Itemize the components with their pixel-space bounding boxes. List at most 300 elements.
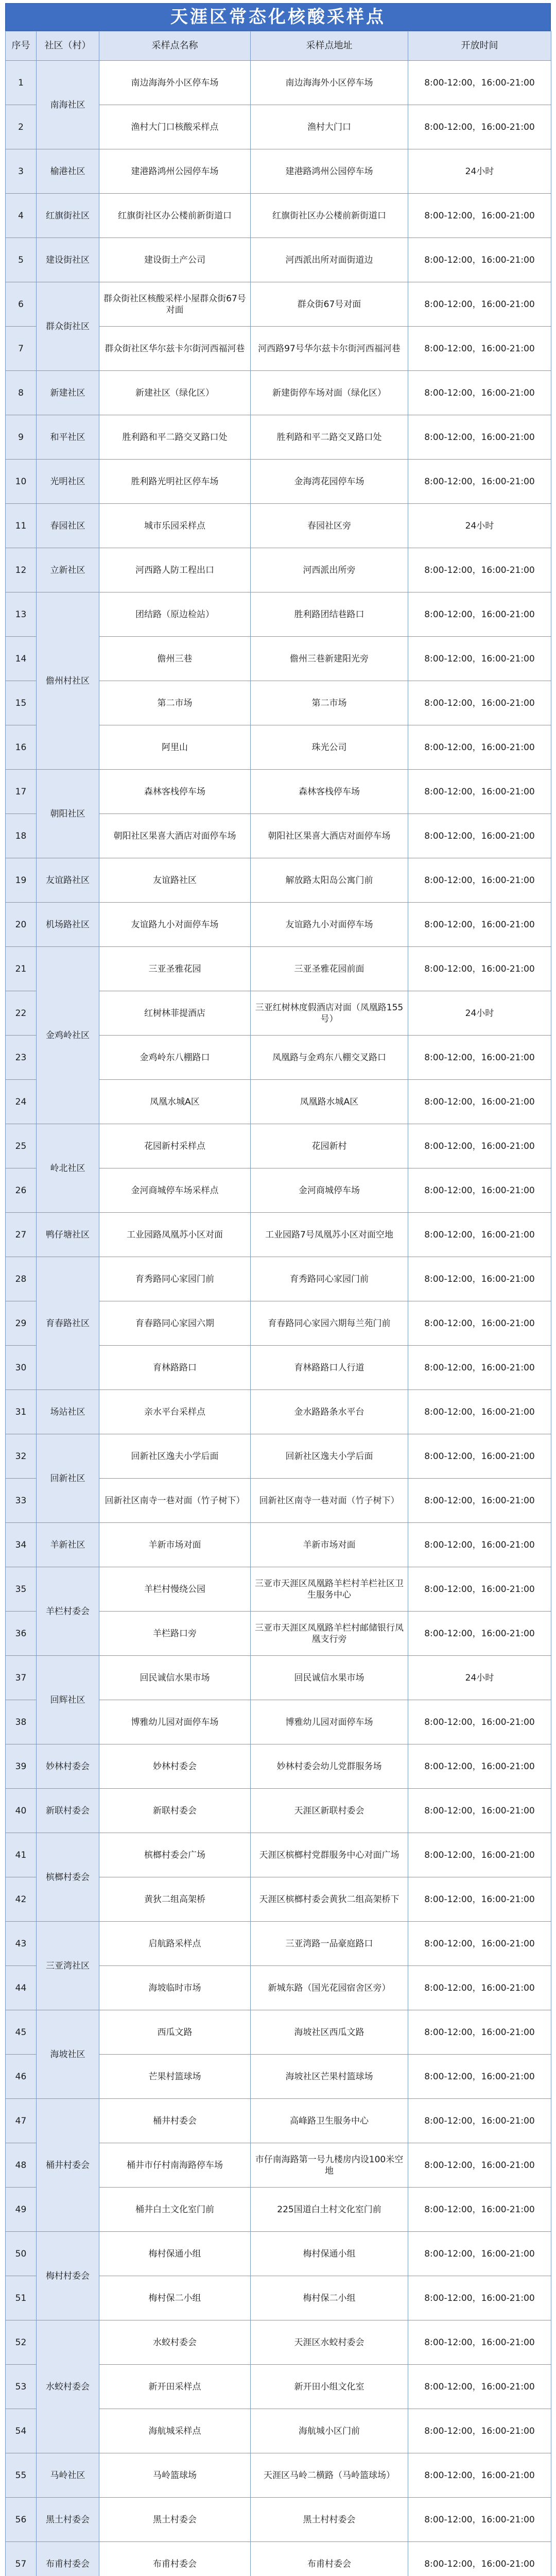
row-index: 47	[6, 2099, 37, 2143]
community-cell: 南海社区	[37, 61, 99, 149]
site-address-cell: 金水路路条水平台	[251, 1390, 408, 1434]
site-address-cell: 金河商城停车场	[251, 1168, 408, 1213]
site-name-cell: 黑土村委会	[99, 2498, 251, 2542]
row-index: 9	[6, 415, 37, 460]
site-address-cell: 凤凰路水城A区	[251, 1080, 408, 1124]
row-index: 20	[6, 903, 37, 947]
header-index: 序号	[6, 31, 37, 61]
header-community: 社区（村）	[37, 31, 99, 61]
site-name-cell: 金河商城停车场采样点	[99, 1168, 251, 1213]
row-index: 40	[6, 1789, 37, 1833]
site-name-cell: 亲水平台采样点	[99, 1390, 251, 1434]
site-address-cell: 妙林村委会幼儿党群服务场	[251, 1744, 408, 1789]
open-hours-cell: 8:00-12:00，16:00-21:00	[408, 814, 551, 858]
header-row	[6, 31, 551, 61]
open-hours-cell: 8:00-12:00，16:00-21:00	[408, 903, 551, 947]
row-index: 27	[6, 1213, 37, 1257]
row-index: 53	[6, 2365, 37, 2409]
community-cell: 场站社区	[37, 1390, 99, 1434]
site-name-cell: 胜利路和平二路交叉路口处	[99, 415, 251, 460]
row-index: 31	[6, 1390, 37, 1434]
document	[5, 3, 551, 2576]
site-name-cell: 羊栏路口旁	[99, 1612, 251, 1656]
open-hours-cell: 8:00-12:00，16:00-21:00	[408, 1523, 551, 1567]
row-index: 41	[6, 1833, 37, 1877]
row-index: 56	[6, 2498, 37, 2542]
community-cell: 槟榔村委会	[37, 1833, 99, 1922]
row-index: 14	[6, 637, 37, 681]
row-index: 4	[6, 194, 37, 238]
site-name-cell: 团结路（原边检站）	[99, 592, 251, 637]
row-index: 8	[6, 371, 37, 415]
open-hours-cell: 8:00-12:00，16:00-21:00	[408, 1789, 551, 1833]
row-index: 45	[6, 2010, 37, 2055]
site-address-cell: 三亚湾路一品豪庭路口	[251, 1922, 408, 1966]
site-name-cell: 槟榔村委会广场	[99, 1833, 251, 1877]
site-address-cell: 建港路鸿州公园停车场	[251, 149, 408, 194]
site-address-cell: 育林路路口人行道	[251, 1346, 408, 1390]
table-row	[6, 415, 551, 460]
row-index: 52	[6, 2320, 37, 2365]
row-index: 36	[6, 1612, 37, 1656]
open-hours-cell: 8:00-12:00，16:00-21:00	[408, 1877, 551, 1922]
site-name-cell: 友谊路社区	[99, 858, 251, 903]
open-hours-cell: 8:00-12:00，16:00-21:00	[408, 2143, 551, 2188]
open-hours-cell: 8:00-12:00，16:00-21:00	[408, 1346, 551, 1390]
table-row	[6, 282, 551, 327]
row-index: 13	[6, 592, 37, 637]
row-index: 3	[6, 149, 37, 194]
site-name-cell: 建港路鸿州公园停车场	[99, 149, 251, 194]
row-index: 39	[6, 1744, 37, 1789]
open-hours-cell: 8:00-12:00，16:00-21:00	[408, 415, 551, 460]
site-name-cell: 凤凰水城A区	[99, 1080, 251, 1124]
site-name-cell: 海航城采样点	[99, 2409, 251, 2453]
site-address-cell: 胜利路团结巷路口	[251, 592, 408, 637]
row-index: 21	[6, 947, 37, 991]
site-address-cell: 天涯区槟榔村党群服务中心对面广场	[251, 1833, 408, 1877]
site-address-cell: 育秀路同心家园门前	[251, 1257, 408, 1301]
open-hours-cell: 8:00-12:00，16:00-21:00	[408, 2320, 551, 2365]
site-address-cell: 博雅幼儿园对面停车场	[251, 1700, 408, 1744]
row-index: 10	[6, 460, 37, 504]
site-name-cell: 朝阳社区果喜大酒店对面停车场	[99, 814, 251, 858]
site-name-cell: 桶井村委会	[99, 2099, 251, 2143]
site-address-cell: 春园社区旁	[251, 504, 408, 548]
open-hours-cell: 8:00-12:00，16:00-21:00	[408, 2365, 551, 2409]
row-index: 43	[6, 1922, 37, 1966]
row-index: 18	[6, 814, 37, 858]
open-hours-cell: 8:00-12:00，16:00-21:00	[408, 2542, 551, 2576]
open-hours-cell: 8:00-12:00，16:00-21:00	[408, 105, 551, 149]
table-row	[6, 548, 551, 592]
community-cell: 儋州村社区	[37, 592, 99, 770]
site-name-cell: 西瓜文路	[99, 2010, 251, 2055]
community-cell: 羊新社区	[37, 1523, 99, 1567]
header-site-name: 采样点名称	[99, 31, 251, 61]
site-address-cell: 三亚圣雅花园前面	[251, 947, 408, 991]
site-address-cell: 市仔南海路第一号九楼房内设100米空地	[251, 2143, 408, 2188]
community-cell: 黑土村委会	[37, 2498, 99, 2542]
open-hours-cell: 8:00-12:00，16:00-21:00	[408, 282, 551, 327]
site-address-cell: 海坡社区西瓜文路	[251, 2010, 408, 2055]
site-name-cell: 海坡临时市场	[99, 1966, 251, 2010]
site-address-cell: 天涯区马岭二横路（马岭篮球场）	[251, 2453, 408, 2498]
site-address-cell: 回民诚信水果市场	[251, 1656, 408, 1700]
open-hours-cell: 24小时	[408, 149, 551, 194]
open-hours-cell: 8:00-12:00，16:00-21:00	[408, 371, 551, 415]
row-index: 11	[6, 504, 37, 548]
site-address-cell: 群众街67号对面	[251, 282, 408, 327]
open-hours-cell: 8:00-12:00，16:00-21:00	[408, 2010, 551, 2055]
open-hours-cell: 8:00-12:00，16:00-21:00	[408, 2232, 551, 2276]
community-cell: 光明社区	[37, 460, 99, 504]
table-row	[6, 504, 551, 548]
community-cell: 回辉社区	[37, 1656, 99, 1744]
header-open-hours: 开放时间	[408, 31, 551, 61]
open-hours-cell: 8:00-12:00，16:00-21:00	[408, 1833, 551, 1877]
site-name-cell: 新建社区（绿化区）	[99, 371, 251, 415]
site-address-cell: 羊新市场对面	[251, 1523, 408, 1567]
site-address-cell: 解放路太阳岛公寓门前	[251, 858, 408, 903]
site-address-cell: 布甫村委会	[251, 2542, 408, 2576]
site-address-cell: 回新社区逸夫小学后面	[251, 1434, 408, 1479]
site-address-cell: 南边海海外小区停车场	[251, 61, 408, 105]
table-row	[6, 947, 551, 991]
row-index: 35	[6, 1567, 37, 1612]
open-hours-cell: 8:00-12:00，16:00-21:00	[408, 2409, 551, 2453]
site-name-cell: 友谊路九小对面停车场	[99, 903, 251, 947]
open-hours-cell: 24小时	[408, 504, 551, 548]
open-hours-cell: 8:00-12:00，16:00-21:00	[408, 327, 551, 371]
site-address-cell: 胜利路和平二路交叉路口处	[251, 415, 408, 460]
community-cell: 金鸡岭社区	[37, 947, 99, 1124]
site-name-cell: 森林客栈停车场	[99, 770, 251, 814]
row-index: 26	[6, 1168, 37, 1213]
open-hours-cell: 8:00-12:00，16:00-21:00	[408, 2276, 551, 2320]
open-hours-cell: 8:00-12:00，16:00-21:00	[408, 548, 551, 592]
open-hours-cell: 8:00-12:00，16:00-21:00	[408, 1700, 551, 1744]
open-hours-cell: 8:00-12:00，16:00-21:00	[408, 1036, 551, 1080]
site-name-cell: 桶井市仔村南海路停车场	[99, 2143, 251, 2188]
site-name-cell: 羊栏村慢绕公园	[99, 1567, 251, 1612]
row-index: 1	[6, 61, 37, 105]
row-index: 51	[6, 2276, 37, 2320]
site-address-cell: 森林客栈停车场	[251, 770, 408, 814]
row-index: 33	[6, 1479, 37, 1523]
site-address-cell: 儋州三巷新建阳光旁	[251, 637, 408, 681]
open-hours-cell: 8:00-12:00，16:00-21:00	[408, 770, 551, 814]
row-index: 7	[6, 327, 37, 371]
community-cell: 布甫村委会	[37, 2542, 99, 2576]
community-cell: 回新社区	[37, 1434, 99, 1523]
site-address-cell: 高峰路卫生服务中心	[251, 2099, 408, 2143]
site-address-cell: 友谊路九小对面停车场	[251, 903, 408, 947]
row-index: 29	[6, 1301, 37, 1346]
site-address-cell: 225国道白土村文化室门前	[251, 2188, 408, 2232]
header-site-address: 采样点地址	[251, 31, 408, 61]
open-hours-cell: 8:00-12:00，16:00-21:00	[408, 2099, 551, 2143]
site-address-cell: 三亚红树林度假酒店对面（凤凰路155号）	[251, 991, 408, 1036]
table-row	[6, 1922, 551, 1966]
site-name-cell: 桶井白土文化室门前	[99, 2188, 251, 2232]
open-hours-cell: 8:00-12:00，16:00-21:00	[408, 460, 551, 504]
site-address-cell: 工业园路7号凤凰苏小区对面空地	[251, 1213, 408, 1257]
open-hours-cell: 8:00-12:00，16:00-21:00	[408, 238, 551, 282]
open-hours-cell: 8:00-12:00，16:00-21:00	[408, 2188, 551, 2232]
community-cell: 立新社区	[37, 548, 99, 592]
site-address-cell: 渔村大门口	[251, 105, 408, 149]
open-hours-cell: 8:00-12:00，16:00-21:00	[408, 1744, 551, 1789]
open-hours-cell: 8:00-12:00，16:00-21:00	[408, 858, 551, 903]
site-address-cell: 回新社区南寺一巷对面（竹子树下）	[251, 1479, 408, 1523]
open-hours-cell: 8:00-12:00，16:00-21:00	[408, 1922, 551, 1966]
site-name-cell: 马岭篮球场	[99, 2453, 251, 2498]
site-name-cell: 三亚圣雅花园	[99, 947, 251, 991]
site-address-cell: 金海湾花园停车场	[251, 460, 408, 504]
table-row	[6, 1789, 551, 1833]
site-name-cell: 回新社区南寺一巷对面（竹子树下）	[99, 1479, 251, 1523]
community-cell: 鸭仔塘社区	[37, 1213, 99, 1257]
open-hours-cell: 8:00-12:00，16:00-21:00	[408, 681, 551, 725]
row-index: 12	[6, 548, 37, 592]
community-cell: 羊栏村委会	[37, 1567, 99, 1656]
site-address-cell: 河西路97号华尔兹卡尔街河西福河巷	[251, 327, 408, 371]
table-row	[6, 903, 551, 947]
row-index: 24	[6, 1080, 37, 1124]
site-address-cell: 天涯区新联村委会	[251, 1789, 408, 1833]
site-name-cell: 育春路同心家园六期	[99, 1301, 251, 1346]
table-row	[6, 2453, 551, 2498]
community-cell: 新建社区	[37, 371, 99, 415]
open-hours-cell: 8:00-12:00，16:00-21:00	[408, 1434, 551, 1479]
open-hours-cell: 8:00-12:00，16:00-21:00	[408, 1301, 551, 1346]
community-cell: 岭北社区	[37, 1124, 99, 1213]
site-address-cell: 三亚市天涯区凤凰路羊栏村邮储银行凤凰支行旁	[251, 1612, 408, 1656]
site-address-cell: 海航城小区门前	[251, 2409, 408, 2453]
table-row	[6, 460, 551, 504]
row-index: 17	[6, 770, 37, 814]
site-name-cell: 育林路路口	[99, 1346, 251, 1390]
table-row	[6, 858, 551, 903]
site-name-cell: 启航路采样点	[99, 1922, 251, 1966]
site-address-cell: 海坡社区芒果村篮球场	[251, 2055, 408, 2099]
row-index: 19	[6, 858, 37, 903]
table-row	[6, 1124, 551, 1168]
site-name-cell: 渔村大门口核酸采样点	[99, 105, 251, 149]
table-row	[6, 1656, 551, 1700]
row-index: 28	[6, 1257, 37, 1301]
row-index: 34	[6, 1523, 37, 1567]
table-row	[6, 2010, 551, 2055]
site-name-cell: 新联村委会	[99, 1789, 251, 1833]
row-index: 37	[6, 1656, 37, 1700]
site-name-cell: 建设街土产公司	[99, 238, 251, 282]
open-hours-cell: 8:00-12:00，16:00-21:00	[408, 1124, 551, 1168]
row-index: 46	[6, 2055, 37, 2099]
open-hours-cell: 8:00-12:00，16:00-21:00	[408, 2498, 551, 2542]
row-index: 15	[6, 681, 37, 725]
open-hours-cell: 8:00-12:00，16:00-21:00	[408, 1080, 551, 1124]
site-name-cell: 胜利路光明社区停车场	[99, 460, 251, 504]
community-cell: 海坡社区	[37, 2010, 99, 2099]
site-address-cell: 新开田小组文化室	[251, 2365, 408, 2409]
row-index: 54	[6, 2409, 37, 2453]
community-cell: 育春路社区	[37, 1257, 99, 1390]
site-address-cell: 梅村保通小组	[251, 2232, 408, 2276]
site-name-cell: 妙林村委会	[99, 1744, 251, 1789]
row-index: 38	[6, 1700, 37, 1744]
community-cell: 新联村委会	[37, 1789, 99, 1833]
row-index: 16	[6, 725, 37, 770]
site-name-cell: 群众街社区华尔兹卡尔街河西福河巷	[99, 327, 251, 371]
row-index: 2	[6, 105, 37, 149]
open-hours-cell: 8:00-12:00，16:00-21:00	[408, 1612, 551, 1656]
site-name-cell: 第二市场	[99, 681, 251, 725]
table-row	[6, 1390, 551, 1434]
table-row	[6, 1567, 551, 1612]
open-hours-cell: 8:00-12:00，16:00-21:00	[408, 1567, 551, 1612]
table-row	[6, 1833, 551, 1877]
page-title: 天涯区常态化核酸采样点	[5, 3, 551, 31]
row-index: 5	[6, 238, 37, 282]
row-index: 55	[6, 2453, 37, 2498]
site-name-cell: 回新社区逸夫小学后面	[99, 1434, 251, 1479]
open-hours-cell: 8:00-12:00，16:00-21:00	[408, 592, 551, 637]
site-name-cell: 南边海海外小区停车场	[99, 61, 251, 105]
open-hours-cell: 8:00-12:00，16:00-21:00	[408, 2055, 551, 2099]
table-body	[6, 61, 551, 2576]
site-name-cell: 河西路人防工程出口	[99, 548, 251, 592]
site-name-cell: 水蛟村委会	[99, 2320, 251, 2365]
community-cell: 友谊路社区	[37, 858, 99, 903]
community-cell: 桶井村委会	[37, 2099, 99, 2232]
table-row	[6, 2320, 551, 2365]
community-cell: 春园社区	[37, 504, 99, 548]
table-row	[6, 149, 551, 194]
table-row	[6, 770, 551, 814]
site-name-cell: 博雅幼儿园对面停车场	[99, 1700, 251, 1744]
site-name-cell: 红旗街社区办公楼前新街道口	[99, 194, 251, 238]
community-cell: 红旗街社区	[37, 194, 99, 238]
site-address-cell: 花园新村	[251, 1124, 408, 1168]
table-row	[6, 61, 551, 105]
row-index: 25	[6, 1124, 37, 1168]
community-cell: 榆港社区	[37, 149, 99, 194]
row-index: 48	[6, 2143, 37, 2188]
open-hours-cell: 8:00-12:00，16:00-21:00	[408, 1390, 551, 1434]
community-cell: 和平社区	[37, 415, 99, 460]
community-cell: 水蛟村委会	[37, 2320, 99, 2453]
open-hours-cell: 24小时	[408, 991, 551, 1036]
row-index: 32	[6, 1434, 37, 1479]
site-name-cell: 梅村保通小组	[99, 2232, 251, 2276]
site-address-cell: 育春路同心家园六期每兰苑门前	[251, 1301, 408, 1346]
site-address-cell: 梅村保二小组	[251, 2276, 408, 2320]
site-name-cell: 工业园路凤凰苏小区对面	[99, 1213, 251, 1257]
open-hours-cell: 8:00-12:00，16:00-21:00	[408, 637, 551, 681]
table-row	[6, 2232, 551, 2276]
site-address-cell: 天涯区槟榔村委会黄狄二组高架桥下	[251, 1877, 408, 1922]
open-hours-cell: 8:00-12:00，16:00-21:00	[408, 1168, 551, 1213]
table-row	[6, 194, 551, 238]
table-row	[6, 238, 551, 282]
site-name-cell: 梅村保二小组	[99, 2276, 251, 2320]
row-index: 22	[6, 991, 37, 1036]
community-cell: 机场路社区	[37, 903, 99, 947]
open-hours-cell: 8:00-12:00，16:00-21:00	[408, 2453, 551, 2498]
site-name-cell: 布甫村委会	[99, 2542, 251, 2576]
open-hours-cell: 24小时	[408, 1656, 551, 1700]
open-hours-cell: 8:00-12:00，16:00-21:00	[408, 947, 551, 991]
row-index: 42	[6, 1877, 37, 1922]
site-name-cell: 城市乐园采样点	[99, 504, 251, 548]
site-address-cell: 红旗街社区办公楼前新街道口	[251, 194, 408, 238]
community-cell: 三亚湾社区	[37, 1922, 99, 2010]
site-address-cell: 珠光公司	[251, 725, 408, 770]
site-address-cell: 黑土村村委会	[251, 2498, 408, 2542]
site-address-cell: 天涯区水蛟村委会	[251, 2320, 408, 2365]
site-name-cell: 金鸡岭东八棚路口	[99, 1036, 251, 1080]
row-index: 44	[6, 1966, 37, 2010]
community-cell: 梅村村委会	[37, 2232, 99, 2320]
table-row	[6, 1434, 551, 1479]
table-row	[6, 2542, 551, 2576]
open-hours-cell: 8:00-12:00，16:00-21:00	[408, 1479, 551, 1523]
open-hours-cell: 8:00-12:00，16:00-21:00	[408, 1257, 551, 1301]
table-row	[6, 2099, 551, 2143]
table-row	[6, 1213, 551, 1257]
site-name-cell: 黄狄二组高架桥	[99, 1877, 251, 1922]
row-index: 49	[6, 2188, 37, 2232]
site-address-cell: 三亚市天涯区凤凰路羊栏村羊栏社区卫生服务中心	[251, 1567, 408, 1612]
sampling-sites-table	[5, 31, 551, 2576]
table-row	[6, 592, 551, 637]
open-hours-cell: 8:00-12:00，16:00-21:00	[408, 1213, 551, 1257]
row-index: 57	[6, 2542, 37, 2576]
row-index: 30	[6, 1346, 37, 1390]
community-cell: 妙林村委会	[37, 1744, 99, 1789]
site-address-cell: 凤凰路与金鸡东八棚交叉路口	[251, 1036, 408, 1080]
open-hours-cell: 8:00-12:00，16:00-21:00	[408, 194, 551, 238]
site-name-cell: 育秀路同心家园门前	[99, 1257, 251, 1301]
open-hours-cell: 8:00-12:00，16:00-21:00	[408, 725, 551, 770]
site-name-cell: 回民诚信水果市场	[99, 1656, 251, 1700]
table-row	[6, 1744, 551, 1789]
site-name-cell: 芒果村篮球场	[99, 2055, 251, 2099]
site-address-cell: 河西派出所对面街道边	[251, 238, 408, 282]
site-name-cell: 阿里山	[99, 725, 251, 770]
site-name-cell: 红树林菲提酒店	[99, 991, 251, 1036]
site-address-cell: 朝阳社区果喜大酒店对面停车场	[251, 814, 408, 858]
row-index: 6	[6, 282, 37, 327]
row-index: 50	[6, 2232, 37, 2276]
row-index: 23	[6, 1036, 37, 1080]
community-cell: 群众街社区	[37, 282, 99, 371]
community-cell: 马岭社区	[37, 2453, 99, 2498]
site-name-cell: 群众街社区核酸采样小屋群众街67号对面	[99, 282, 251, 327]
open-hours-cell: 8:00-12:00，16:00-21:00	[408, 1966, 551, 2010]
site-name-cell: 儋州三巷	[99, 637, 251, 681]
site-address-cell: 第二市场	[251, 681, 408, 725]
site-name-cell: 新开田采样点	[99, 2365, 251, 2409]
site-address-cell: 新建街停车场对面（绿化区）	[251, 371, 408, 415]
site-address-cell: 河西派出所旁	[251, 548, 408, 592]
table-row	[6, 1257, 551, 1301]
community-cell: 建设街社区	[37, 238, 99, 282]
site-name-cell: 花园新村采样点	[99, 1124, 251, 1168]
site-name-cell: 羊新市场对面	[99, 1523, 251, 1567]
